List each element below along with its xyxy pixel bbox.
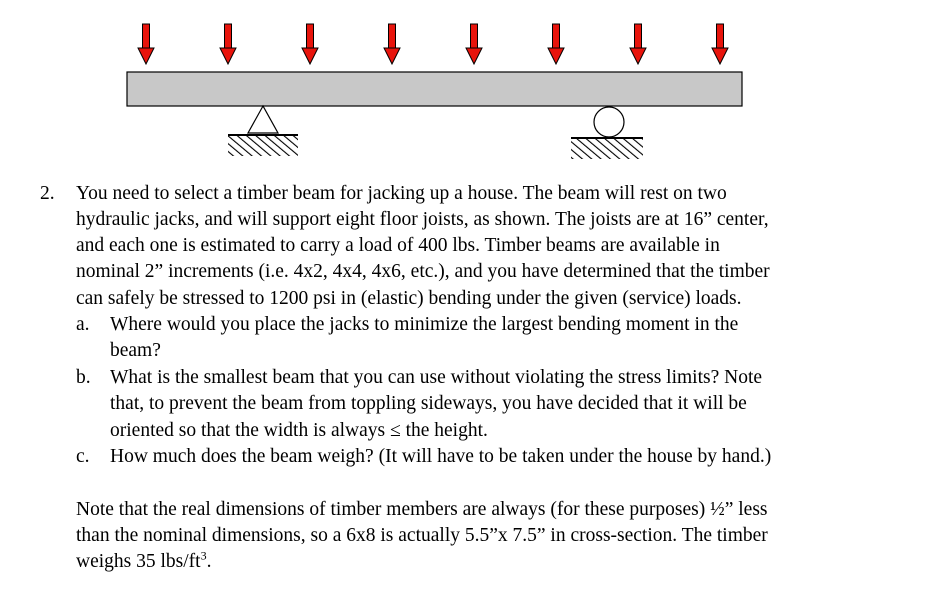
problem-line-4: nominal 2” increments (i.e. 4x2, 4x4, 4x6, etc.), and you have determined that the timber [76, 261, 770, 282]
load-arrow [384, 24, 400, 64]
cubic-superscript: 3 [200, 548, 207, 563]
roller-support [571, 107, 643, 159]
note-line-1: Note that the real dimensions of timber members are always (for these purposes) ½” less [76, 499, 768, 520]
load-arrow [712, 24, 728, 64]
problem-line-1: You need to select a timber beam for jacking up a house. The beam will rest on two [76, 183, 727, 204]
problem-line-2: hydraulic jacks, and will support eight floor joists, as shown. The joists are at 16” center, [76, 209, 769, 230]
part-c-line-1: How much does the beam weigh? (It will have to be taken under the house by hand.) [110, 446, 772, 467]
beam [127, 72, 742, 106]
load-arrow [302, 24, 318, 64]
part-b-line-3: oriented so that the width is always ≤ the height. [110, 420, 488, 441]
problem-line-3: and each one is estimated to carry a load of 400 lbs. Timber beams are available in [76, 235, 720, 256]
note-line-3 [76, 549, 211, 575]
part-b-line-1: What is the smallest beam that you can use without violating the stress limits? Note [110, 367, 763, 388]
part-a-letter: a. [76, 314, 90, 335]
pin-support [228, 106, 298, 156]
load-arrow [630, 24, 646, 64]
part-b-line-2: that, to prevent the beam from toppling sideways, you have decided that it will be [110, 393, 747, 414]
beam-diagram [0, 0, 939, 180]
note-period: . [206, 551, 212, 572]
load-arrow [466, 24, 482, 64]
load-arrow [138, 24, 154, 64]
load-arrows [138, 24, 728, 64]
part-b-letter: b. [76, 367, 91, 388]
note-line-2: than the nominal dimensions, so a 6x8 is actually 5.5”x 7.5” in cross-section. The timber [76, 525, 768, 546]
part-a-line-2: beam? [110, 340, 161, 361]
part-c-letter: c. [76, 446, 90, 467]
part-a-line-1: Where would you place the jacks to minimize the largest bending moment in the [110, 314, 739, 335]
problem-number: 2. [40, 183, 55, 204]
problem-line-5: can safely be stressed to 1200 psi in (elastic) bending under the given (service) loads. [76, 288, 742, 309]
note-line-3-text: weighs 35 lbs/ft [76, 551, 201, 572]
load-arrow [220, 24, 236, 64]
load-arrow [548, 24, 564, 64]
